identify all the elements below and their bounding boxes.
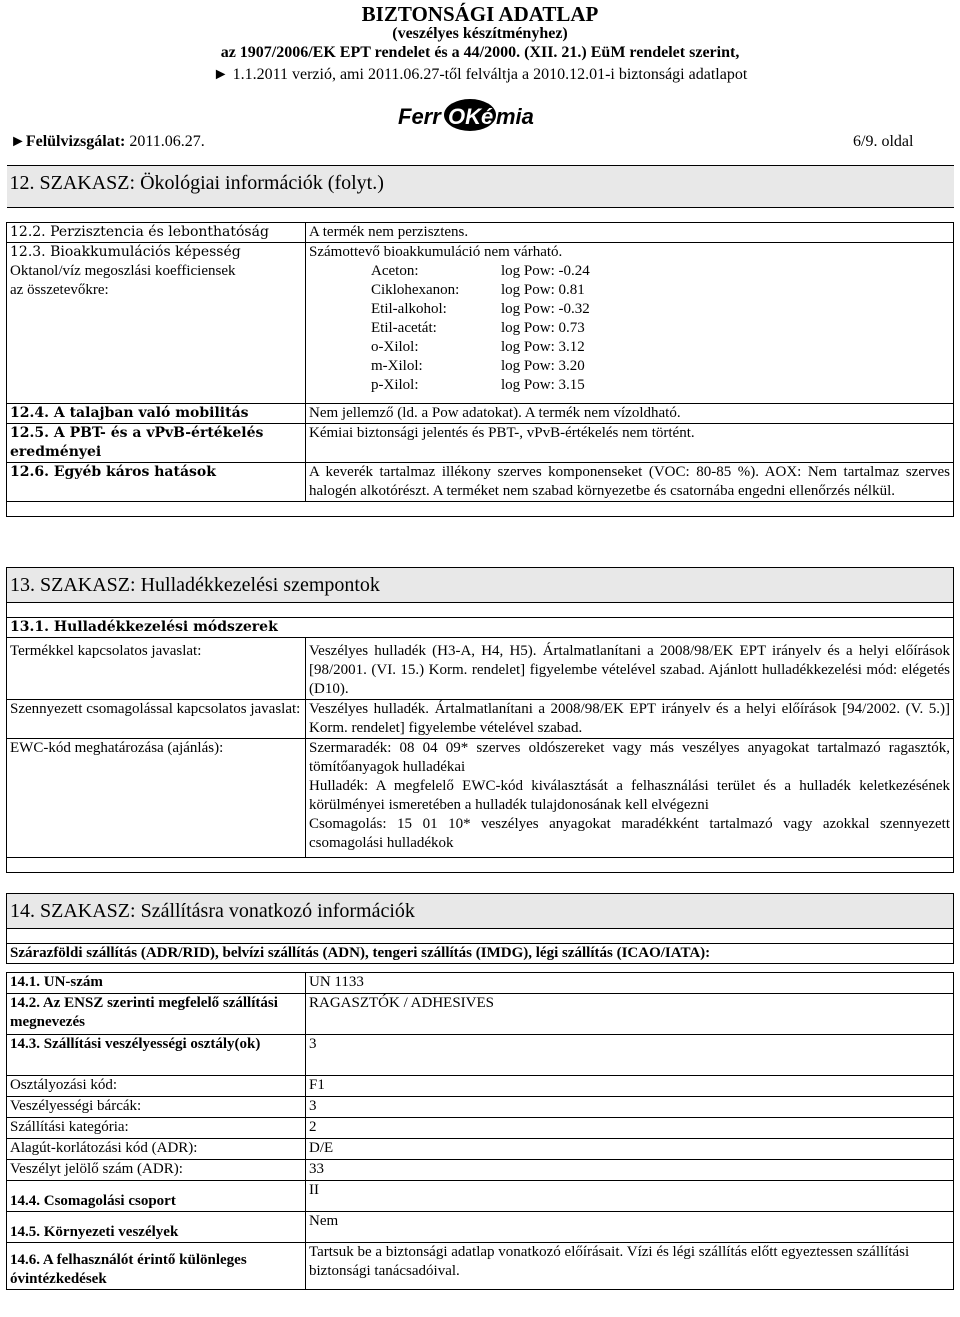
document-title: BIZTONSÁGI ADATLAP: [361, 2, 599, 26]
bioaccumulation-label: 12.3. Bioakkumulációs képesség: [10, 244, 241, 260]
logpow-row: [371, 262, 950, 281]
waste-methods-label: 13.1. Hulladékkezelési módszerek: [7, 618, 954, 638]
transport-row: [7, 1035, 954, 1076]
transport-row: [7, 1118, 954, 1139]
packaging-waste-label: Szennyezett csomagolással kapcsolatos javaslat:: [7, 700, 306, 739]
logpow-row: [371, 338, 950, 357]
transport-row: [7, 994, 954, 1035]
bioaccumulation-value: Számottevő bioakkumuláció nem várható.: [309, 244, 563, 260]
logpow-component: Ciklohexanon:: [371, 282, 460, 298]
transport-value: RAGASZTÓK / ADHESIVES: [306, 994, 954, 1035]
pbt-label: 12.5. A PBT- és a vPvB-értékelés eredményei: [7, 424, 306, 463]
regulation-line: az 1907/2006/EK EPT rendelet és a 44/2000. (XII. 21.) EüM rendelet szerint,: [220, 44, 740, 61]
transport-label: 14.1. UN-szám: [7, 973, 306, 994]
transport-value: F1: [306, 1076, 954, 1097]
review-info: [10, 133, 205, 151]
octanol-label: Oktanol/víz megoszlási koefficiensek: [10, 263, 236, 279]
transport-row: [7, 1181, 954, 1212]
section-12-title: 12. SZAKASZ: Ökológiai információk (folyt.): [7, 166, 954, 208]
svg-text:mia: mia: [496, 104, 534, 129]
transport-value: 2: [306, 1118, 954, 1139]
transport-value: Nem: [306, 1212, 954, 1243]
transport-value: 3: [306, 1035, 954, 1076]
logpow-component: p-Xilol:: [371, 377, 419, 393]
ewc-waste: Hulladék: A megfelelő EWC-kód kiválasztását a felhasználási terület és a hulladék keletkezésének körülményei ismeretében a hulladék tulajdonosának kell elvégezni: [309, 778, 950, 813]
section-14-title: 14. SZAKASZ: Szállításra vonatkozó információk: [7, 894, 954, 929]
logpow-value: log Pow: 3.15: [501, 377, 585, 393]
transport-value: 3: [306, 1097, 954, 1118]
transport-row: [7, 1097, 954, 1118]
transport-label: 14.3. Szállítási veszélyességi osztály(ok): [7, 1035, 306, 1076]
transport-label: 14.5. Környezeti veszélyek: [7, 1212, 306, 1243]
transport-value: UN 1133: [306, 973, 954, 994]
svg-text:Ferr: Ferr: [398, 104, 441, 129]
transport-label: Alagút-korlátozási kód (ADR):: [7, 1139, 306, 1160]
document-subtitle: (veszélyes készítményhez): [392, 25, 568, 42]
transport-label: Veszélyességi bárcák:: [7, 1097, 306, 1118]
persistence-value: A termék nem perzisztens.: [306, 223, 954, 243]
transport-label: Osztályozási kód:: [7, 1076, 306, 1097]
transport-row: [7, 973, 954, 994]
transport-intro: Szárazföldi szállítás (ADR/RID), belvízi szállítás (ADN), tengeri szállítás (IMDG), légi szállítás (ICAO/IATA):: [7, 944, 954, 964]
persistence-label: 12.2. Perzisztencia és lebonthatóság: [7, 223, 306, 243]
transport-row: [7, 1076, 954, 1097]
other-effects-label: 12.6. Egyéb káros hatások: [7, 463, 306, 502]
logpow-row: [371, 300, 950, 319]
transport-value: 33: [306, 1160, 954, 1181]
logpow-component: Etil-alkohol:: [371, 301, 447, 317]
logpow-value: log Pow: 0.73: [501, 320, 585, 336]
section-12-table: [6, 165, 954, 517]
logpow-value: log Pow: -0.32: [501, 301, 590, 317]
transport-label: Szállítási kategória:: [7, 1118, 306, 1139]
product-waste-value: Veszélyes hulladék (H3-A, H4, H5). Ártalmatlanítani a 2008/98/EK EPT irányelv és a helyi előírások [98/2001. (VI. 15.) Korm. rendelet] figyelembe vételével szabad. Ajánlott hulladékkezelési mód: elégetés (D10).: [306, 638, 954, 700]
section-13-title: 13. SZAKASZ: Hulladékkezelési szempontok: [7, 568, 954, 603]
transport-value: D/E: [306, 1139, 954, 1160]
logpow-component: Aceton:: [371, 263, 419, 279]
ewc-label: EWC-kód meghatározása (ajánlás):: [7, 739, 306, 858]
product-waste-label: Termékkel kapcsolatos javaslat:: [7, 638, 306, 700]
logpow-row: [371, 281, 950, 300]
mobility-value: Nem jellemző (ld. a Pow adatokat). A termék nem vízoldható.: [306, 404, 954, 424]
ewc-packaging: Csomagolás: 15 01 10* veszélyes anyagokat maradékként tartalmazó vagy azokkal szennyezett csomagolási hulladékok: [309, 816, 950, 851]
packaging-waste-value: Veszélyes hulladék. Ártalmatlanítani a 2008/98/EK EPT irányelv és a helyi előírások [94/2002. (V. 5.)] Korm. rendelet] figyelembe vételével szabad.: [306, 700, 954, 739]
logpow-value: log Pow: 3.12: [501, 339, 585, 355]
logpow-row: [371, 376, 950, 395]
review-date: 2011.06.27.: [129, 133, 205, 150]
logpow-value: log Pow: -0.24: [501, 263, 590, 279]
transport-row: [7, 1139, 954, 1160]
logpow-value: log Pow: 0.81: [501, 282, 585, 298]
version-line: ► 1.1.2011 verzió, ami 2011.06.27-től felváltja a 2010.12.01-i biztonsági adatlapot: [212, 66, 748, 83]
ewc-residue: Szermaradék: 08 04 09* szerves oldószereket vagy más veszélyes anyagokat tartalmazó ragasztók, tömítőanyagok hulladékai: [309, 740, 950, 775]
page-number: 6/9. oldal: [853, 133, 914, 150]
section-14-table: [6, 893, 954, 964]
transport-row: [7, 1160, 954, 1181]
octanol-label-cont: az összetevőkre:: [10, 282, 109, 298]
logpow-component: o-Xilol:: [371, 339, 419, 355]
transport-value: II: [306, 1181, 954, 1212]
logpow-component: Etil-acetát:: [371, 320, 437, 336]
logpow-component: m-Xilol:: [371, 358, 423, 374]
mobility-label: 12.4. A talajban való mobilitás: [7, 404, 306, 424]
review-label: ►Felülvizsgálat:: [10, 133, 126, 150]
transport-label: 14.2. Az ENSZ szerinti megfelelő szállítási megnevezés: [7, 994, 306, 1035]
company-logo: [396, 98, 534, 132]
transport-label: 14.6. A felhasználót érintő különleges óvintézkedések: [7, 1243, 306, 1290]
transport-value: Tartsuk be a biztonsági adatlap vonatkozó előírásait. Vízi és légi szállítás előtt egyeztessen szállítási biztonsági tanácsadóival.: [306, 1243, 954, 1290]
logpow-row: [371, 357, 950, 376]
logpow-list: [309, 262, 950, 395]
section-13-table: [6, 567, 954, 873]
transport-row: [7, 1243, 954, 1290]
svg-text:OKé: OKé: [448, 104, 494, 129]
transport-row: [7, 1212, 954, 1243]
transport-table: [6, 972, 954, 1290]
pbt-value: Kémiai biztonsági jelentés és PBT-, vPvB-értékelés nem történt.: [306, 424, 954, 463]
transport-label: Veszélyt jelölő szám (ADR):: [7, 1160, 306, 1181]
logpow-row: [371, 319, 950, 338]
transport-label: 14.4. Csomagolási csoport: [7, 1181, 306, 1212]
other-effects-value: A keverék tartalmaz illékony szerves komponenseket (VOC: 80-85 %). AOX: Nem tartalmaz szerves halogén alkotórészt. A terméket nem szabad környezetbe és csatornába engedni ellenőrzés nélkül.: [306, 463, 954, 502]
logpow-value: log Pow: 3.20: [501, 358, 585, 374]
